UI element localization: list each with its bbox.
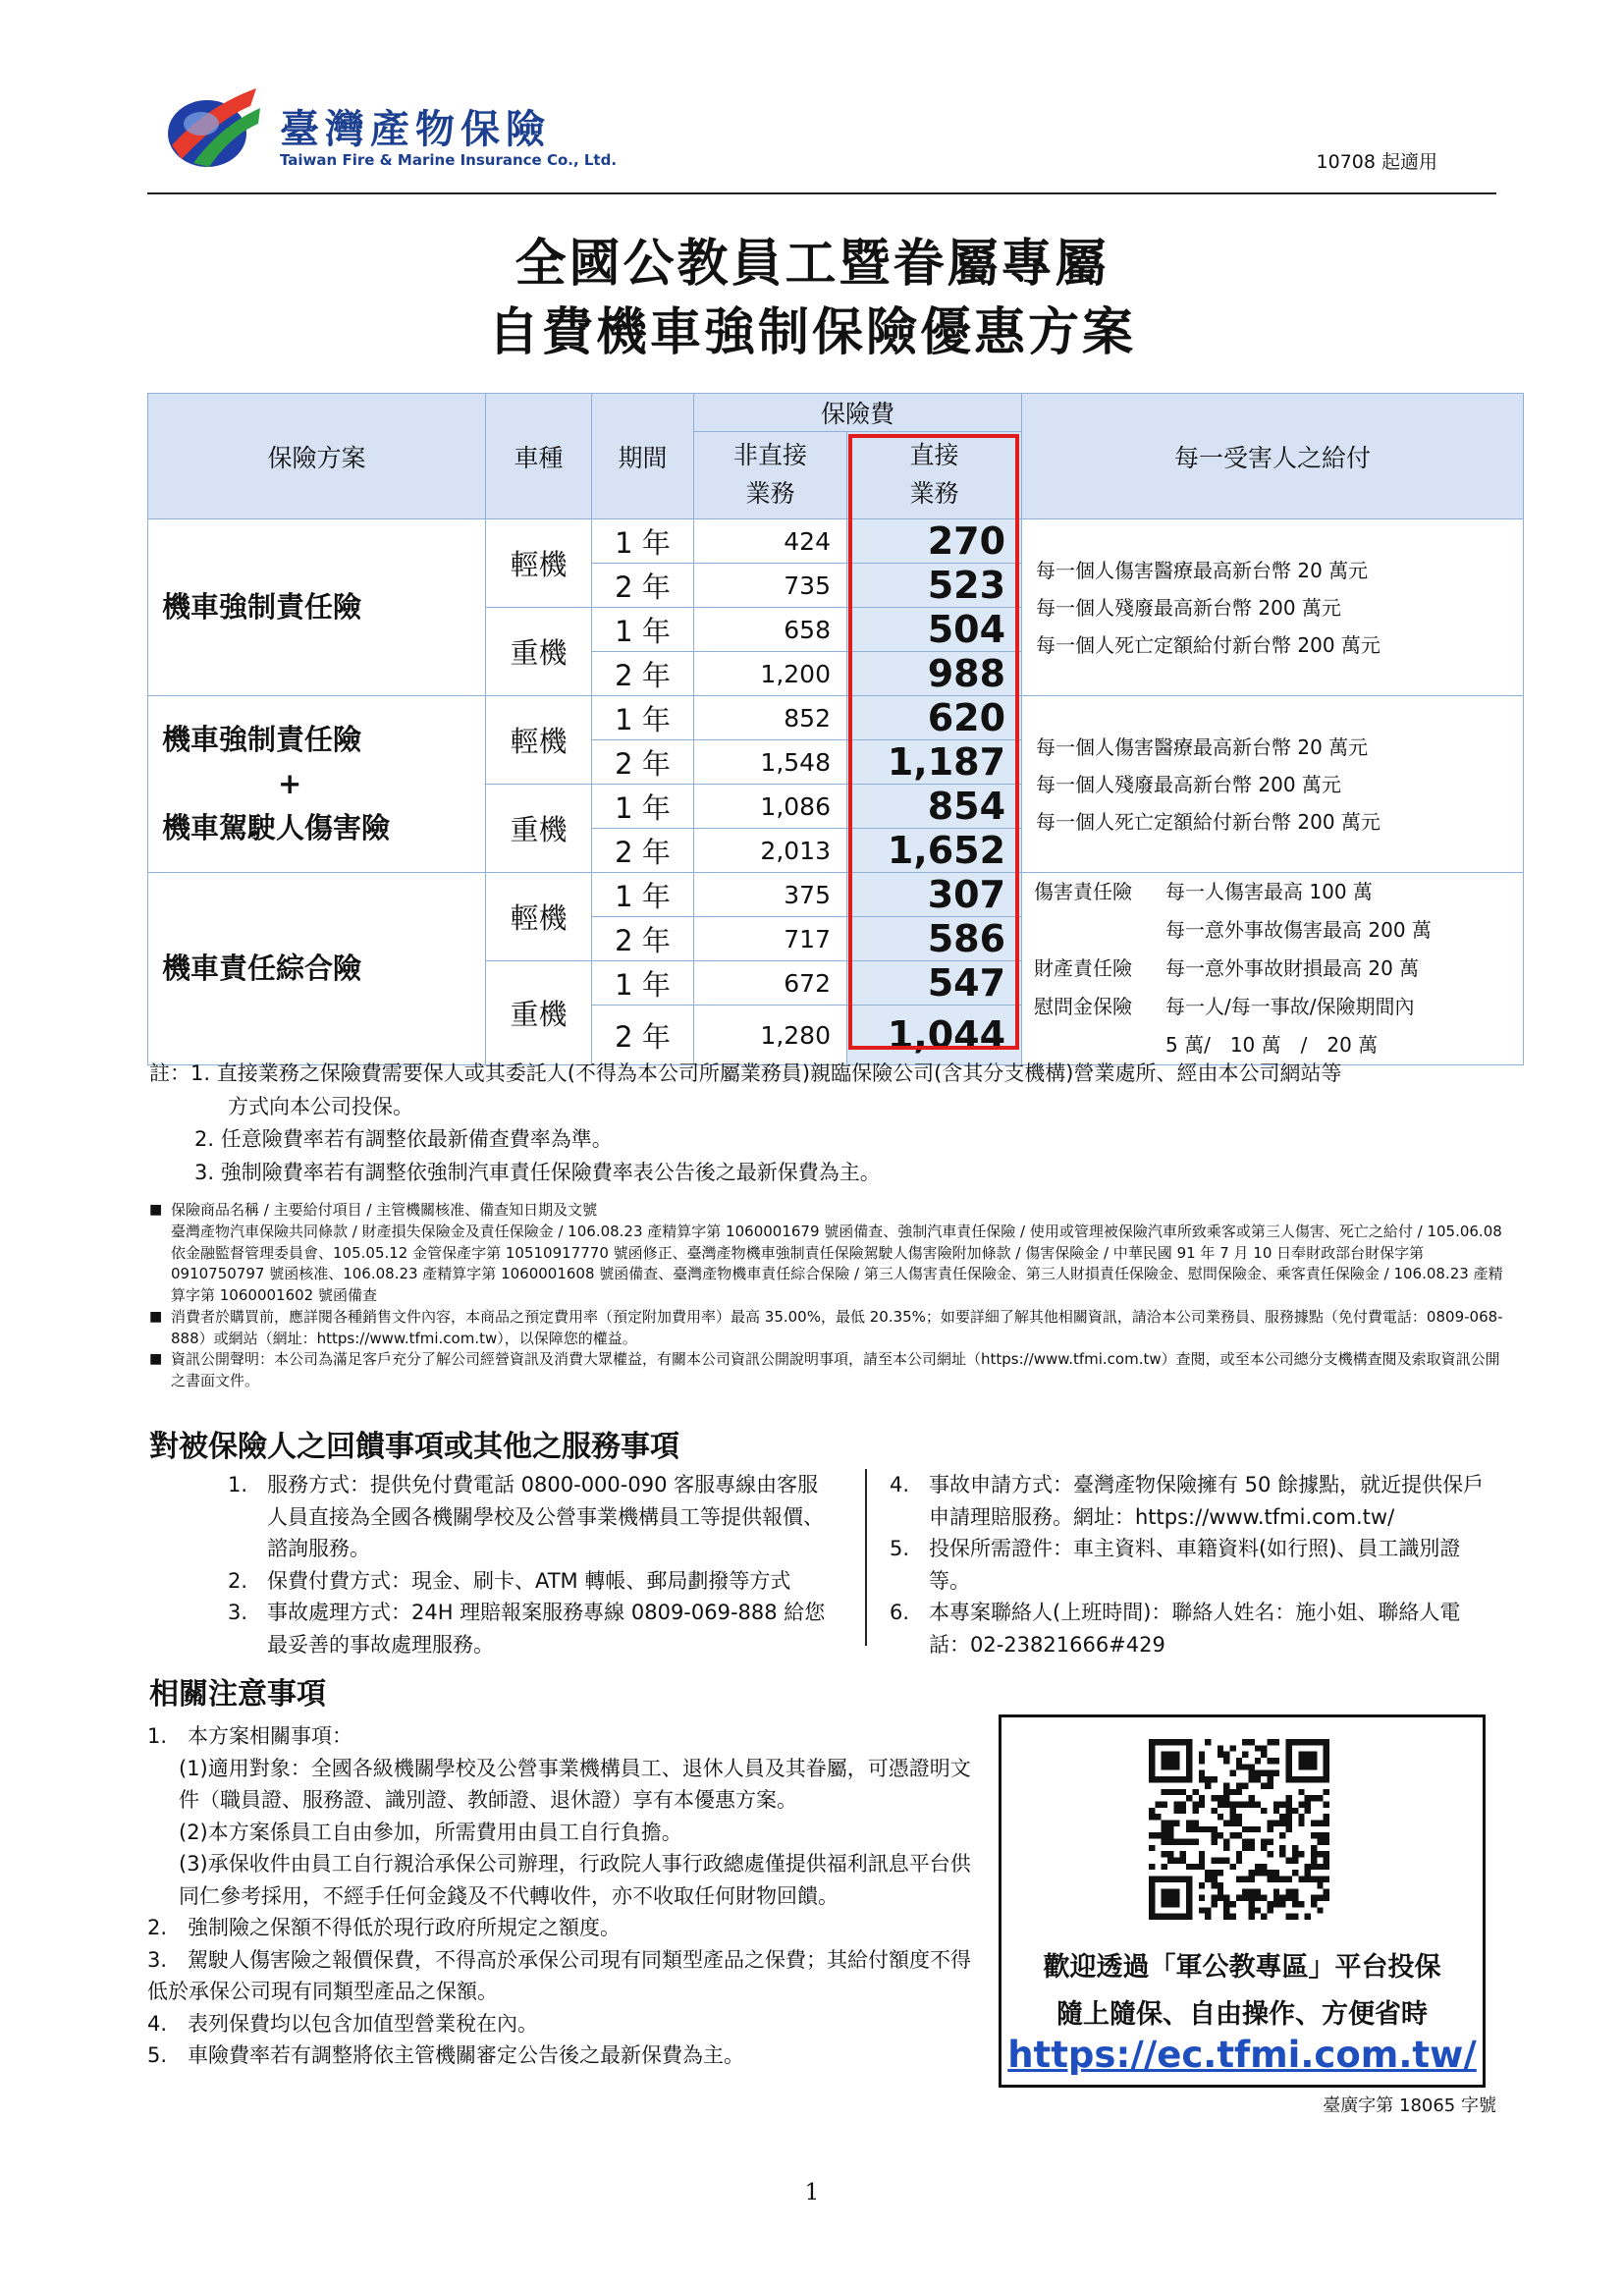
period-cell: 1 年 <box>592 785 694 829</box>
fine-print-line: 消費者於購買前，應詳閱各種銷售文件內容，本商品之預定費用率（預定附加費用率）最高 35.00%，最低 20.35%；如要詳細了解其他相關資訊，請洽本公司業務員、服務據點（免付費電話：0809-068-888）或網站（網址：https://www.tfmi.com.tw），以保障您的權益。 <box>171 1307 1503 1347</box>
registration-number: 臺廣字第 18065 字號 <box>1323 2095 1496 2116</box>
header-benefit: 每一受害人之給付 <box>1022 394 1524 519</box>
promo-box <box>999 1714 1486 2088</box>
note-1: 註：1. 直接業務之保險費需要保人或其委託人(不得為本公司所屬業務員)親臨保險公司(含其分支機構)營業處所、經由本公司網站等 <box>149 1061 1342 1085</box>
benefit-key: 傷害責任險 <box>1034 880 1133 903</box>
header-direct: 直接 業務 <box>847 432 1022 519</box>
qr-code-icon[interactable] <box>1149 1739 1329 1920</box>
services-left <box>228 1469 837 1660</box>
benefit-line: 每一個人死亡定額給付新台幣 200 萬元 <box>1036 632 1380 657</box>
period-cell: 2 年 <box>592 829 694 873</box>
related-item: 2. 強制險之保額不得低於現行政府所規定之額度。 <box>147 1916 622 1940</box>
item-number: 1. <box>228 1473 248 1496</box>
period-cell: 1 年 <box>592 696 694 740</box>
direct-column-highlight <box>848 434 1019 1050</box>
direct-fee: 586 <box>847 917 1022 961</box>
direct-fee: 523 <box>847 564 1022 608</box>
benefit-value: 每一意外事故財損最高 20 萬 <box>1165 956 1420 980</box>
vehicle-heavy: 重機 <box>486 608 592 696</box>
vehicle-light: 輕機 <box>486 519 592 608</box>
plan-name-line: 機車駕駛人傷害險 <box>162 810 391 844</box>
indirect-fee: 672 <box>694 961 847 1006</box>
period-cell: 2 年 <box>592 740 694 785</box>
plan-name-line: 機車強制責任險 <box>162 723 362 757</box>
logo-globe-icon <box>162 77 270 175</box>
fine-print <box>149 1200 1504 1392</box>
related-item: 3. 駕駛人傷害險之報價保費，不得高於承保公司現有同類型產品之保費；其給付額度不得低於承保公司現有同類型產品之保額。 <box>147 1947 972 2004</box>
direct-fee: 504 <box>847 608 1022 652</box>
benefit-line: 每一個人傷害醫療最高新台幣 20 萬元 <box>1036 558 1369 582</box>
indirect-fee: 1,548 <box>694 740 847 785</box>
direct-fee: 620 <box>847 696 1022 740</box>
item-number: 3. <box>228 1601 248 1625</box>
header-period: 期間 <box>592 394 694 519</box>
related-subitem: (1)適用對象：全國各級機關學校及公營事業機構員工、退休人員及其眷屬，可憑證明文件（職員證、服務證、識別證、教師證、退休證）享有本優惠方案。 <box>179 1756 971 1813</box>
header-plan: 保險方案 <box>148 394 486 519</box>
header-vehicle: 車種 <box>486 394 592 519</box>
benefit-cell <box>1022 696 1524 873</box>
item-number: 5. <box>890 1537 910 1561</box>
fine-print-line: 臺灣產物汽車保險共同條款 / 財產損失保險金及責任保險金 / 106.08.23 產精算字第 1060001679 號函備查、強制汽車責任保險 / 使用或管理被保險汽車所致乘客或第三人傷害、死亡之給付 / 105.06.08 依金融監督管理委員會、105.05.12 金管保產字第 10510917770 號函修正、臺灣產物機車強制責任保險駕駛人傷害險附加條款 / 傷害保險金 / 中華民國 91 年 7 月 10 日奉財政部台財保字第 0910750797 號函核准、106.08.23 產精算字第 1060001608 號函備查、臺灣產物機車責任綜合保險 / 第三人傷害責任保險金、第三人財損責任保險金、慰問保險金、乘客責任保險金 / 106.08.23 產精算字第 1060001602 號函備查 <box>171 1222 1503 1304</box>
promo-url-link[interactable]: https://ec.tfmi.com.tw/ <box>1007 2034 1477 2076</box>
related-list <box>147 1720 972 2072</box>
period-cell: 2 年 <box>592 917 694 961</box>
benefit-cell <box>1022 519 1524 696</box>
direct-fee: 1,187 <box>847 740 1022 785</box>
benefit-value: 每一人/每一事故/保險期間內 <box>1165 995 1415 1018</box>
plan-name-plus: + <box>278 767 302 801</box>
indirect-fee: 658 <box>694 608 847 652</box>
services-title: 對被保險人之回饋事項或其他之服務事項 <box>149 1430 679 1464</box>
company-name-zh: 臺灣產物保險 <box>280 107 551 152</box>
vehicle-light: 輕機 <box>486 696 592 785</box>
indirect-fee: 1,280 <box>694 1006 847 1065</box>
benefit-key: 慰問金保險 <box>1034 995 1133 1018</box>
service-item: 事故申請方式：臺灣產物保險擁有 50 餘據點，就近提供保戶申請理賠服務。網址：https://www.tfmi.com.tw/ <box>929 1473 1485 1529</box>
related-title: 相關注意事項 <box>149 1677 326 1712</box>
square-bullet-icon: ■ <box>149 1202 163 1218</box>
indirect-fee: 1,200 <box>694 652 847 696</box>
plan-compulsory: 機車強制責任險 <box>148 519 486 696</box>
period-cell: 2 年 <box>592 564 694 608</box>
benefit-line: 每一個人傷害醫療最高新台幣 20 萬元 <box>1036 734 1369 759</box>
edition-date: 10708 起適用 <box>1316 151 1437 173</box>
item-number: 2. <box>228 1568 248 1593</box>
benefit-line: 每一個人殘廢最高新台幣 200 萬元 <box>1036 595 1341 620</box>
square-bullet-icon: ■ <box>149 1308 163 1325</box>
note-3: 3. 強制險費率若有調整依強制汽車責任保險費率表公告後之最新保費為主。 <box>194 1160 881 1184</box>
period-cell: 2 年 <box>592 652 694 696</box>
service-item: 服務方式：提供免付費電話 0800-000-090 客服專線由客服人員直接為全國各機關學校及公營事業機構員工等提供報價、諮詢服務。 <box>267 1473 824 1561</box>
related-item: 1. 本方案相關事項： <box>147 1724 353 1748</box>
indirect-fee: 852 <box>694 696 847 740</box>
related-item: 5. 車險費率若有調整將依主管機關審定公告後之最新保費為主。 <box>147 2043 745 2068</box>
page-title-line1: 全國公教員工暨眷屬專屬 <box>514 235 1110 294</box>
square-bullet-icon: ■ <box>149 1351 163 1368</box>
item-number: 4. <box>890 1473 910 1496</box>
period-cell: 1 年 <box>592 608 694 652</box>
header-indirect: 非直接 業務 <box>694 432 847 519</box>
service-item: 本專案聯絡人(上班時間)：聯絡人姓名：施小姐、聯絡人電話：02-23821666#429 <box>929 1601 1461 1657</box>
related-item: 4. 表列保費均以包含加值型營業稅在內。 <box>147 2011 539 2036</box>
plan-compulsory-plus-driver <box>148 696 486 873</box>
benefit-value: 每一意外事故傷害最高 200 萬 <box>1165 918 1432 942</box>
benefit-value: 5 萬/ 10 萬 / 20 萬 <box>1165 1033 1379 1057</box>
period-cell: 1 年 <box>592 873 694 917</box>
direct-fee: 854 <box>847 785 1022 829</box>
direct-fee: 988 <box>847 652 1022 696</box>
service-item: 投保所需證件：車主資料、車籍資料(如行照)、員工識別證等。 <box>929 1537 1461 1593</box>
related-subitem: (3)承保收件由員工自行親洽承保公司辦理，行政院人事行政總處僅提供福利訊息平台供同仁參考採用，不經手任何金錢及不代轉收件，亦不收取任何財物回饋。 <box>179 1852 971 1908</box>
promo-line1: 歡迎透過「軍公教專區」平台投保 <box>1043 1952 1441 1983</box>
header-divider <box>147 192 1496 194</box>
direct-fee: 307 <box>847 873 1022 917</box>
fine-print-line: 保險商品名稱 / 主要給付項目 / 主管機關核准、備查知日期及文號 <box>171 1201 598 1219</box>
plan-comprehensive: 機車責任綜合險 <box>148 873 486 1065</box>
vehicle-heavy: 重機 <box>486 785 592 873</box>
related-subitem: (2)本方案係員工自由參加，所需費用由員工自行負擔。 <box>179 1820 682 1844</box>
note-2: 2. 任意險費率若有調整依最新備查費率為準。 <box>194 1127 613 1152</box>
notes <box>149 1058 1341 1189</box>
promo-line2: 隨上隨保、自由操作、方便省時 <box>1056 1999 1428 2030</box>
header-premium: 保險費 <box>694 394 1022 432</box>
indirect-fee: 735 <box>694 564 847 608</box>
indirect-fee: 1,086 <box>694 785 847 829</box>
benefit-cell <box>1022 873 1524 1065</box>
benefit-line: 每一個人死亡定額給付新台幣 200 萬元 <box>1036 809 1380 834</box>
service-item: 保費付費方式：現金、刷卡、ATM 轉帳、郵局劃撥等方式 <box>267 1568 791 1593</box>
page-number: 1 <box>804 2180 820 2205</box>
premium-table <box>147 393 1524 1065</box>
service-item: 事故處理方式：24H 理賠報案服務專線 0809-069-888 給您最妥善的事故處理服務。 <box>267 1601 826 1657</box>
company-logo <box>162 77 623 185</box>
direct-fee: 270 <box>847 519 1022 564</box>
vehicle-light: 輕機 <box>486 873 592 961</box>
company-name-en: Taiwan Fire & Marine Insurance Co., Ltd. <box>280 151 618 169</box>
benefit-value: 每一人傷害最高 100 萬 <box>1165 880 1373 903</box>
indirect-fee: 717 <box>694 917 847 961</box>
services-right <box>890 1469 1498 1660</box>
direct-fee: 1,652 <box>847 829 1022 873</box>
period-cell: 1 年 <box>592 961 694 1006</box>
benefit-key: 財產責任險 <box>1034 956 1133 980</box>
page-title-line2: 自費機車強制保險優惠方案 <box>487 303 1136 362</box>
benefit-line: 每一個人殘廢最高新台幣 200 萬元 <box>1036 772 1341 796</box>
services-divider <box>865 1469 867 1646</box>
indirect-fee: 424 <box>694 519 847 564</box>
period-cell: 2 年 <box>592 1006 694 1065</box>
note-1-cont: 方式向本公司投保。 <box>228 1094 413 1118</box>
period-cell: 1 年 <box>592 519 694 564</box>
direct-fee: 547 <box>847 961 1022 1006</box>
item-number: 6. <box>890 1601 910 1625</box>
direct-fee: 1,044 <box>847 1006 1022 1065</box>
fine-print-line: 資訊公開聲明：本公司為滿足客戶充分了解公司經營資訊及消費大眾權益，有關本公司資訊公開說明事項，請至本公司網址（https://www.tfmi.com.tw）查閱，或至本公司總分支機構查閱及索取資訊公開之書面文件。 <box>171 1350 1500 1389</box>
vehicle-heavy: 重機 <box>486 961 592 1065</box>
indirect-fee: 375 <box>694 873 847 917</box>
indirect-fee: 2,013 <box>694 829 847 873</box>
